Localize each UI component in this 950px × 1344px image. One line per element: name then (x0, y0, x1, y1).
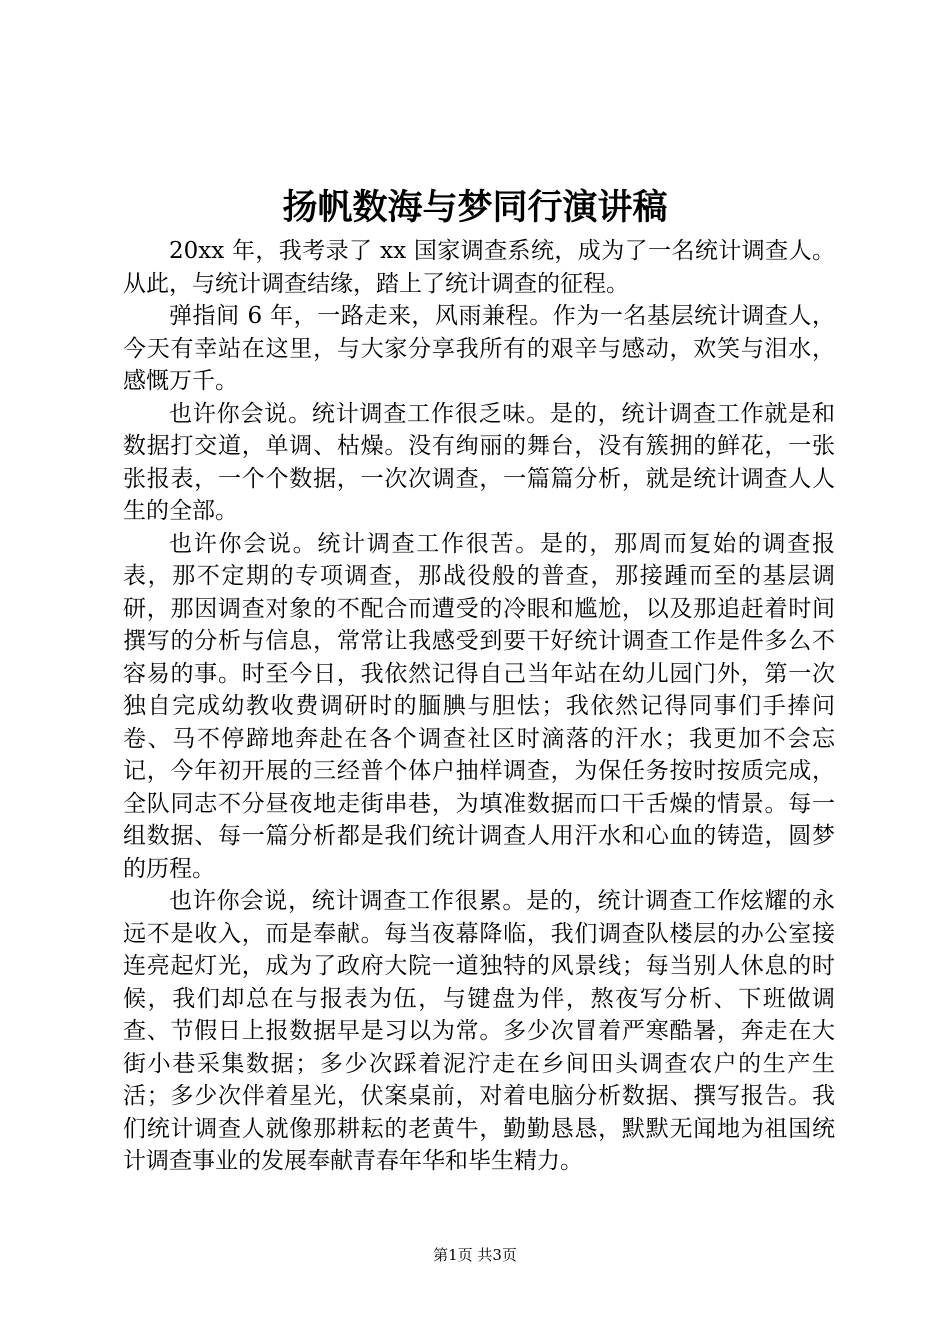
document-title: 扬帆数海与梦同行演讲稿 (282, 187, 668, 228)
paragraph-2: 弹指间 6 年，一路走来，风雨兼程。作为一名基层统计调查人，今天有幸站在这里，与大家分享我所有的艰辛与感动，欢笑与泪水，感慨万千。 (123, 303, 835, 394)
paragraph-3: 也许你会说。统计调查工作很乏味。是的，统计调查工作就是和数据打交道，单调、枯燥。没有绚丽的舞台，没有簇拥的鲜花，一张张报表，一个个数据，一次次调查，一篇篇分析，就是统计调查人人生的全部。 (123, 400, 835, 524)
paragraph-5: 也许你会说，统计调查工作很累。是的，统计调查工作炫耀的永远不是收入，而是奉献。每当夜幕降临，我们调查队楼层的办公室接连亮起灯光，成为了政府大院一道独特的风景线；每当别人休息的时候，我们却总在与报表为伍，与键盘为伴，熬夜写分析、下班做调查、节假日上报数据早是习以为常。多少次冒着严寒酷暑，奔走在大街小巷采集数据；多少次踩着泥泞走在乡间田头调查农户的生产生活；多少次伴着星光，伏案桌前，对着电脑分析数据、撰写报告。我们统计调查人就像那耕耘的老黄牛，勤勤恳恳，默默无闻地为祖国统计调查事业的发展奉献青春年华和毕生精力。 (123, 888, 835, 1174)
page-number-footer: 第1页 共3页 (433, 1246, 517, 1264)
document-body (123, 235, 835, 1178)
paragraph-4: 也许你会说。统计调查工作很苦。是的，那周而复始的调查报表，那不定期的专项调查，那战役般的普查，那接踵而至的基层调研，那因调查对象的不配合而遭受的冷眼和尴尬，以及那追赶着时间撰写的分析与信息，常常让我感受到要干好统计调查工作是件多么不容易的事。时至今日，我依然记得自己当年站在幼儿园门外，第一次独自完成幼教收费调研时的腼腆与胆怯；我依然记得同事们手捧问卷、马不停蹄地奔赴在各个调查社区时滴落的汗水；我更加不会忘记，今年初开展的三经普个体户抽样调查，为保任务按时按质完成，全队同志不分昼夜地走街串巷，为填准数据而口干舌燥的情景。每一组数据、每一篇分析都是我们统计调查人用汗水和心血的铸造，圆梦的历程。 (123, 530, 835, 882)
paragraph-1: 20xx 年，我考录了 xx 国家调查系统，成为了一名统计调查人。从此，与统计调查结缘，踏上了统计调查的征程。 (123, 238, 835, 297)
